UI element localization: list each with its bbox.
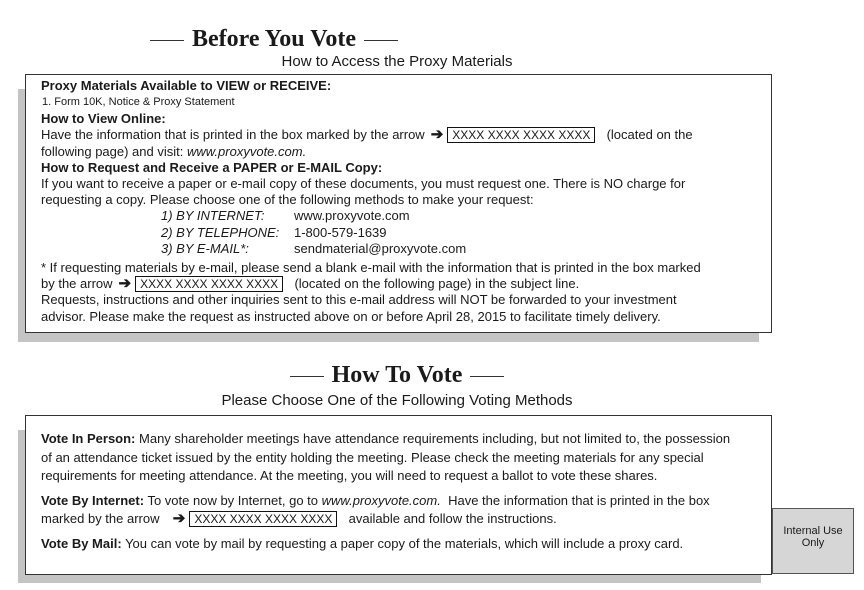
- method-telephone-value: 1-800-579-1639: [294, 224, 387, 240]
- view-online-line-1: [41, 127, 771, 143]
- method-email-label: 3) BY E-MAIL*:: [161, 240, 249, 256]
- control-number-box: XXXX XXXX XXXX XXXX: [189, 511, 337, 527]
- email-note-4: advisor. Please make the request as instructed above on or before April 28, 2015 to facilitate timely delivery.: [41, 308, 661, 324]
- method-internet-label: 1) BY INTERNET:: [161, 208, 265, 224]
- vote-internet-text-3: available and follow the instructions.: [348, 511, 557, 526]
- how-to-vote-title: How To Vote: [331, 362, 463, 388]
- method-email-value: sendmaterial@proxyvote.com: [294, 240, 467, 256]
- arrow-right-icon: ➔: [430, 126, 444, 144]
- internal-use-box: Internal Use Only: [772, 508, 854, 574]
- before-you-vote-subtitle: How to Access the Proxy Materials: [281, 53, 513, 70]
- materials-heading: Proxy Materials Available to VIEW or RECEIVE:: [41, 78, 332, 93]
- vote-internet-line-1: [41, 492, 771, 511]
- view-online-url: www.proxyvote.com.: [186, 143, 307, 159]
- vote-internet-line-2: [41, 510, 771, 529]
- vote-in-person-label: Vote In Person:: [41, 431, 136, 446]
- method-telephone: [41, 225, 771, 241]
- method-internet-value: www.proxyvote.com: [294, 208, 410, 224]
- heading-rule-left: [150, 40, 184, 41]
- control-number-box: XXXX XXXX XXXX XXXX: [447, 127, 595, 143]
- heading-rule-right: [470, 376, 504, 377]
- vote-internet-arrow-text: marked by the arrow: [41, 511, 160, 526]
- email-note-2: [41, 276, 771, 292]
- arrow-right-icon: ➔: [118, 275, 132, 293]
- method-telephone-label: 2) BY TELEPHONE:: [161, 224, 280, 240]
- request-heading: How to Request and Receive a PAPER or E-MAIL Copy:: [41, 159, 383, 175]
- vote-in-person-line-1: [41, 430, 771, 449]
- vote-internet-text-2: Have the information that is printed in the box: [448, 492, 710, 508]
- before-you-vote-heading: [0, 26, 548, 53]
- heading-rule-right: [364, 40, 398, 41]
- arrow-right-icon: ➔: [172, 510, 186, 527]
- request-text-2: requesting a copy. Please choose one of the following methods to make your request:: [41, 192, 534, 208]
- method-internet: [41, 208, 771, 224]
- voting-methods-panel: [25, 415, 772, 575]
- email-note-1: * If requesting materials by e-mail, please send a blank e-mail with the information that is printed in the box marked: [41, 259, 701, 275]
- heading-rule-left: [290, 376, 324, 377]
- proxy-materials-panel: [25, 74, 772, 333]
- vote-mail-label: Vote By Mail:: [41, 535, 122, 551]
- vote-in-person-line-3: requirements for meeting attendance. At the meeting, you will need to request a ballot to vote these shares.: [41, 468, 658, 483]
- how-to-vote-subtitle: Please Choose One of the Following Voting Methods: [221, 392, 573, 409]
- view-online-heading: How to View Online:: [41, 111, 166, 127]
- how-to-vote-heading: [0, 362, 794, 389]
- email-note-arrow-text: by the arrow: [41, 276, 113, 292]
- control-number-box: XXXX XXXX XXXX XXXX: [135, 276, 283, 292]
- before-you-vote-title: Before You Vote: [192, 26, 356, 52]
- vote-mail-text: You can vote by mail by requesting a paper copy of the materials, which will include a proxy card.: [125, 535, 684, 551]
- vote-internet-text-1: To vote now by Internet, go to: [147, 492, 319, 508]
- vote-internet-label: Vote By Internet:: [41, 492, 145, 508]
- view-online-located: (located on the: [606, 127, 693, 143]
- method-email: [41, 241, 771, 257]
- vote-in-person-text-1: Many shareholder meetings have attendance requirements including, but not limited to, the possession: [139, 431, 731, 446]
- materials-item: 1. Form 10K, Notice & Proxy Statement: [42, 96, 235, 109]
- email-note-3: Requests, instructions and other inquiries sent to this e-mail address will NOT be forwarded to your investment: [41, 292, 677, 308]
- view-online-text: Have the information that is printed in the box marked by the arrow: [41, 127, 425, 143]
- vote-internet-url: www.proxyvote.com.: [321, 492, 441, 508]
- view-online-visit: following page) and visit:: [41, 143, 184, 159]
- vote-mail-line: [41, 535, 771, 554]
- request-text-1: If you want to receive a paper or e-mail copy of these documents, you must request one. There is NO charge for: [41, 176, 686, 192]
- view-online-line-2: [41, 144, 771, 160]
- vote-in-person-line-2: of an attendance ticket issued by the entity holding the meeting. Please check the meeting materials for any special: [41, 449, 704, 465]
- email-note-located: (located on the following page) in the subject line.: [294, 276, 580, 292]
